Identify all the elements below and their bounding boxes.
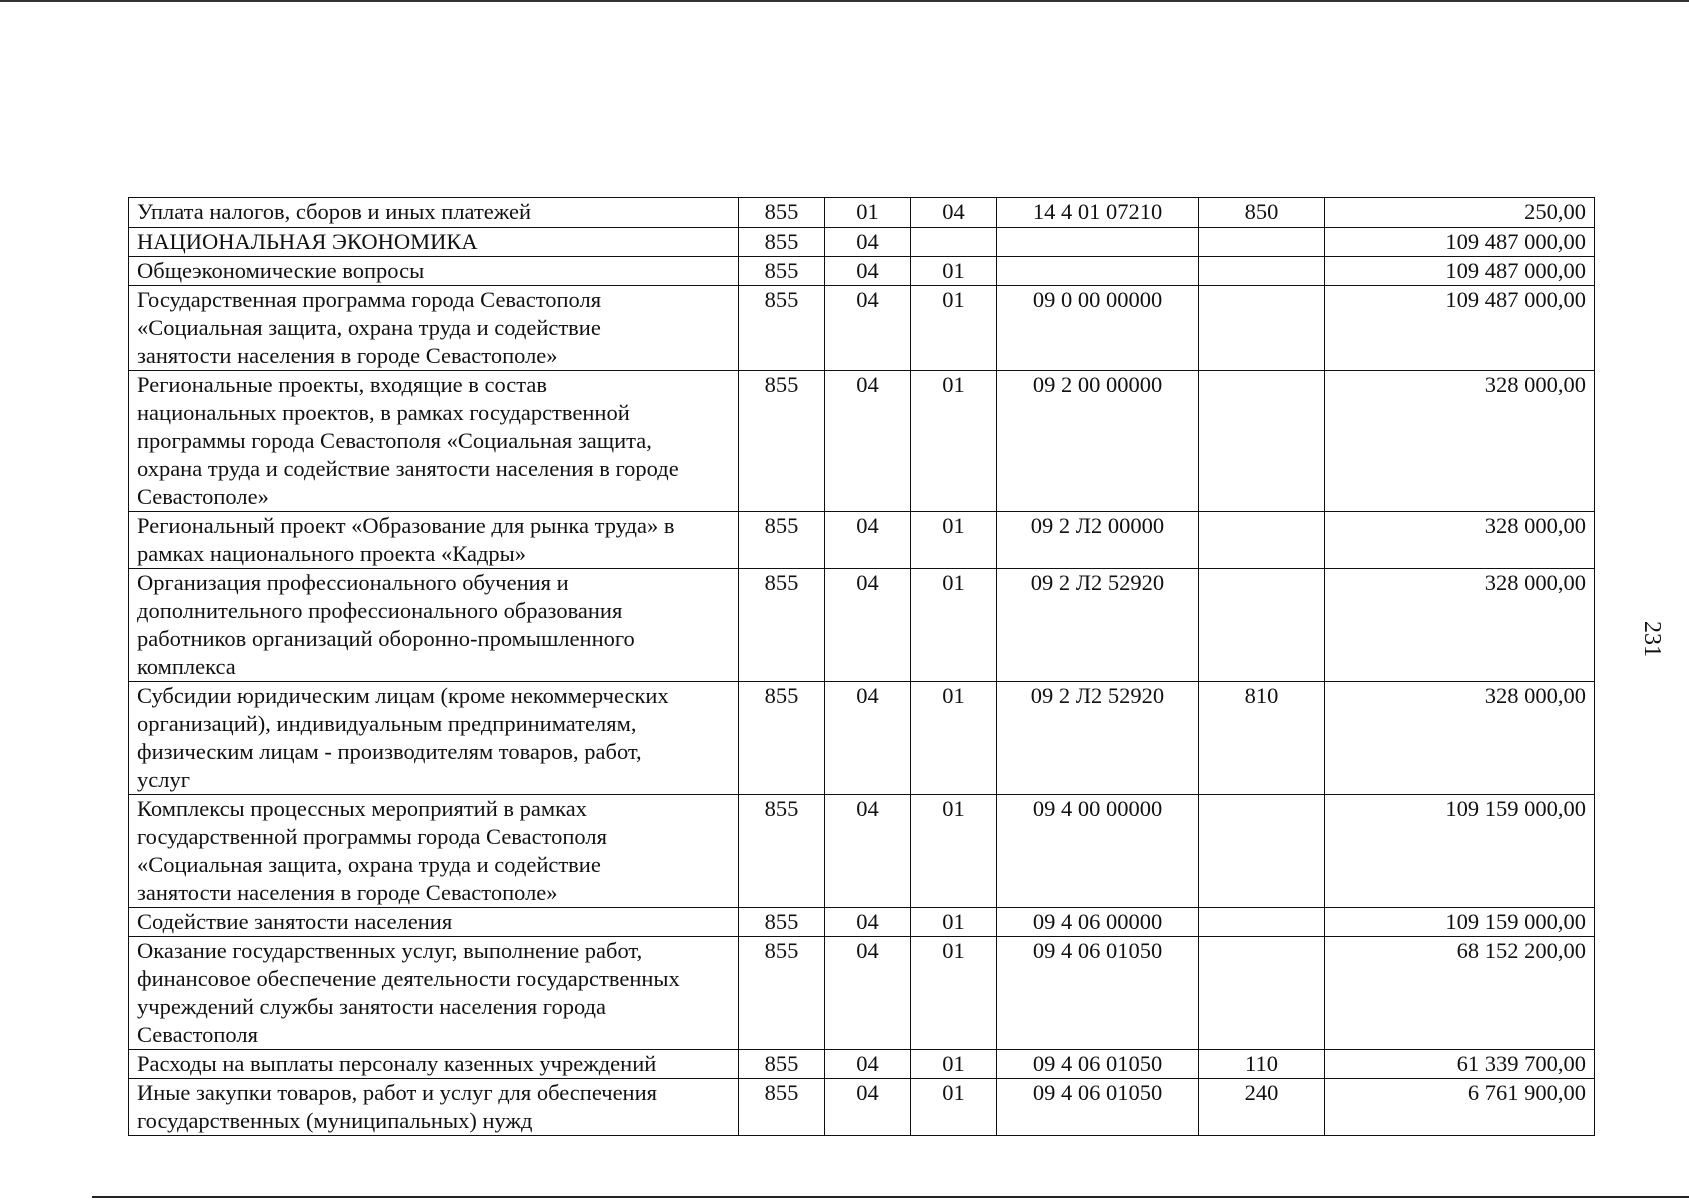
target-article-code bbox=[997, 257, 1199, 286]
amount-value: 109 487 000,00 bbox=[1325, 257, 1595, 286]
ministry-code: 855 bbox=[739, 257, 825, 286]
expense-name: Региональный проект «Образование для рынка труда» в рамках национального проекта «Кадры» bbox=[129, 512, 739, 569]
subsection-code: 01 bbox=[911, 371, 997, 512]
expense-name: Субсидии юридическим лицам (кроме некоммерческих организаций), индивидуальным предпринимателям, физическим лицам - производителям товаров, работ, услуг bbox=[129, 682, 739, 795]
section-code: 04 bbox=[825, 908, 911, 937]
expense-name: Комплексы процессных мероприятий в рамках государственной программы города Севастополя «Социальная защита, охрана труда и содействие занятости населения в городе Севастополе» bbox=[129, 795, 739, 908]
subsection-code: 01 bbox=[911, 286, 997, 371]
table-row bbox=[129, 512, 1595, 569]
target-article-code bbox=[997, 228, 1199, 257]
expense-type-code bbox=[1199, 286, 1325, 371]
expense-name: Расходы на выплаты персоналу казенных учреждений bbox=[129, 1050, 739, 1079]
budget-table-body bbox=[129, 198, 1595, 1136]
target-article-code: 09 0 00 00000 bbox=[997, 286, 1199, 371]
target-article-code: 09 2 Л2 52920 bbox=[997, 569, 1199, 682]
section-code: 04 bbox=[825, 257, 911, 286]
expense-type-code bbox=[1199, 937, 1325, 1050]
target-article-code: 14 4 01 07210 bbox=[997, 198, 1199, 228]
subsection-code: 01 bbox=[911, 1079, 997, 1136]
ministry-code: 855 bbox=[739, 908, 825, 937]
amount-value: 328 000,00 bbox=[1325, 371, 1595, 512]
table-row bbox=[129, 1050, 1595, 1079]
table-row bbox=[129, 682, 1595, 795]
page-bottom-rule bbox=[92, 1196, 1689, 1198]
expense-name: Государственная программа города Севастополя «Социальная защита, охрана труда и содействие занятости населения в городе Севастополе» bbox=[129, 286, 739, 371]
expense-name: Содействие занятости населения bbox=[129, 908, 739, 937]
expense-type-code: 810 bbox=[1199, 682, 1325, 795]
subsection-code: 01 bbox=[911, 569, 997, 682]
amount-value: 109 159 000,00 bbox=[1325, 795, 1595, 908]
subsection-code: 01 bbox=[911, 937, 997, 1050]
expense-name: Оказание государственных услуг, выполнение работ, финансовое обеспечение деятельности государственных учреждений службы занятости населения города Севастополя bbox=[129, 937, 739, 1050]
ministry-code: 855 bbox=[739, 937, 825, 1050]
table-row bbox=[129, 228, 1595, 257]
subsection-code: 01 bbox=[911, 1050, 997, 1079]
target-article-code: 09 4 06 01050 bbox=[997, 1079, 1199, 1136]
subsection-code bbox=[911, 228, 997, 257]
target-article-code: 09 2 00 00000 bbox=[997, 371, 1199, 512]
page-number: 231 bbox=[1639, 621, 1665, 657]
table-row bbox=[129, 569, 1595, 682]
expense-type-code: 240 bbox=[1199, 1079, 1325, 1136]
target-article-code: 09 4 06 00000 bbox=[997, 908, 1199, 937]
table-row bbox=[129, 198, 1595, 228]
ministry-code: 855 bbox=[739, 228, 825, 257]
amount-value: 61 339 700,00 bbox=[1325, 1050, 1595, 1079]
amount-value: 328 000,00 bbox=[1325, 512, 1595, 569]
expense-name: Организация профессионального обучения и дополнительного профессионального образования работников организаций оборонно-промышленного комплекса bbox=[129, 569, 739, 682]
amount-value: 109 487 000,00 bbox=[1325, 228, 1595, 257]
expense-type-code bbox=[1199, 569, 1325, 682]
ministry-code: 855 bbox=[739, 569, 825, 682]
target-article-code: 09 2 Л2 00000 bbox=[997, 512, 1199, 569]
section-code: 04 bbox=[825, 795, 911, 908]
expense-name: Иные закупки товаров, работ и услуг для обеспечения государственных (муниципальных) нужд bbox=[129, 1079, 739, 1136]
ministry-code: 855 bbox=[739, 198, 825, 228]
amount-value: 68 152 200,00 bbox=[1325, 937, 1595, 1050]
amount-value: 109 159 000,00 bbox=[1325, 908, 1595, 937]
budget-table bbox=[128, 197, 1595, 1136]
table-row bbox=[129, 1079, 1595, 1136]
amount-value: 328 000,00 bbox=[1325, 569, 1595, 682]
table-row bbox=[129, 257, 1595, 286]
subsection-code: 01 bbox=[911, 512, 997, 569]
amount-value: 250,00 bbox=[1325, 198, 1595, 228]
expense-name: НАЦИОНАЛЬНАЯ ЭКОНОМИКА bbox=[129, 228, 739, 257]
ministry-code: 855 bbox=[739, 795, 825, 908]
ministry-code: 855 bbox=[739, 1050, 825, 1079]
table-row bbox=[129, 908, 1595, 937]
expense-type-code: 850 bbox=[1199, 198, 1325, 228]
expense-name: Уплата налогов, сборов и иных платежей bbox=[129, 198, 739, 228]
expense-type-code bbox=[1199, 371, 1325, 512]
target-article-code: 09 4 06 01050 bbox=[997, 1050, 1199, 1079]
amount-value: 328 000,00 bbox=[1325, 682, 1595, 795]
section-code: 04 bbox=[825, 682, 911, 795]
expense-type-code bbox=[1199, 795, 1325, 908]
section-code: 04 bbox=[825, 569, 911, 682]
page-top-edge bbox=[0, 0, 1689, 2]
table-row bbox=[129, 371, 1595, 512]
expense-type-code bbox=[1199, 257, 1325, 286]
subsection-code: 01 bbox=[911, 795, 997, 908]
ministry-code: 855 bbox=[739, 371, 825, 512]
section-code: 04 bbox=[825, 286, 911, 371]
expense-type-code: 110 bbox=[1199, 1050, 1325, 1079]
expense-name: Общеэкономические вопросы bbox=[129, 257, 739, 286]
expense-type-code bbox=[1199, 908, 1325, 937]
section-code: 04 bbox=[825, 937, 911, 1050]
ministry-code: 855 bbox=[739, 682, 825, 795]
ministry-code: 855 bbox=[739, 286, 825, 371]
subsection-code: 01 bbox=[911, 682, 997, 795]
table-row bbox=[129, 795, 1595, 908]
section-code: 04 bbox=[825, 371, 911, 512]
subsection-code: 01 bbox=[911, 257, 997, 286]
section-code: 04 bbox=[825, 1050, 911, 1079]
section-code: 04 bbox=[825, 228, 911, 257]
ministry-code: 855 bbox=[739, 1079, 825, 1136]
subsection-code: 04 bbox=[911, 198, 997, 228]
target-article-code: 09 4 00 00000 bbox=[997, 795, 1199, 908]
section-code: 04 bbox=[825, 512, 911, 569]
amount-value: 109 487 000,00 bbox=[1325, 286, 1595, 371]
expense-name: Региональные проекты, входящие в состав национальных проектов, в рамках государственной программы города Севастополя «Социальная защита, охрана труда и содействие занятости населения в городе Севастополе» bbox=[129, 371, 739, 512]
table-row bbox=[129, 937, 1595, 1050]
target-article-code: 09 2 Л2 52920 bbox=[997, 682, 1199, 795]
subsection-code: 01 bbox=[911, 908, 997, 937]
table-row bbox=[129, 286, 1595, 371]
expense-type-code bbox=[1199, 512, 1325, 569]
amount-value: 6 761 900,00 bbox=[1325, 1079, 1595, 1136]
ministry-code: 855 bbox=[739, 512, 825, 569]
section-code: 04 bbox=[825, 1079, 911, 1136]
section-code: 01 bbox=[825, 198, 911, 228]
expense-type-code bbox=[1199, 228, 1325, 257]
target-article-code: 09 4 06 01050 bbox=[997, 937, 1199, 1050]
